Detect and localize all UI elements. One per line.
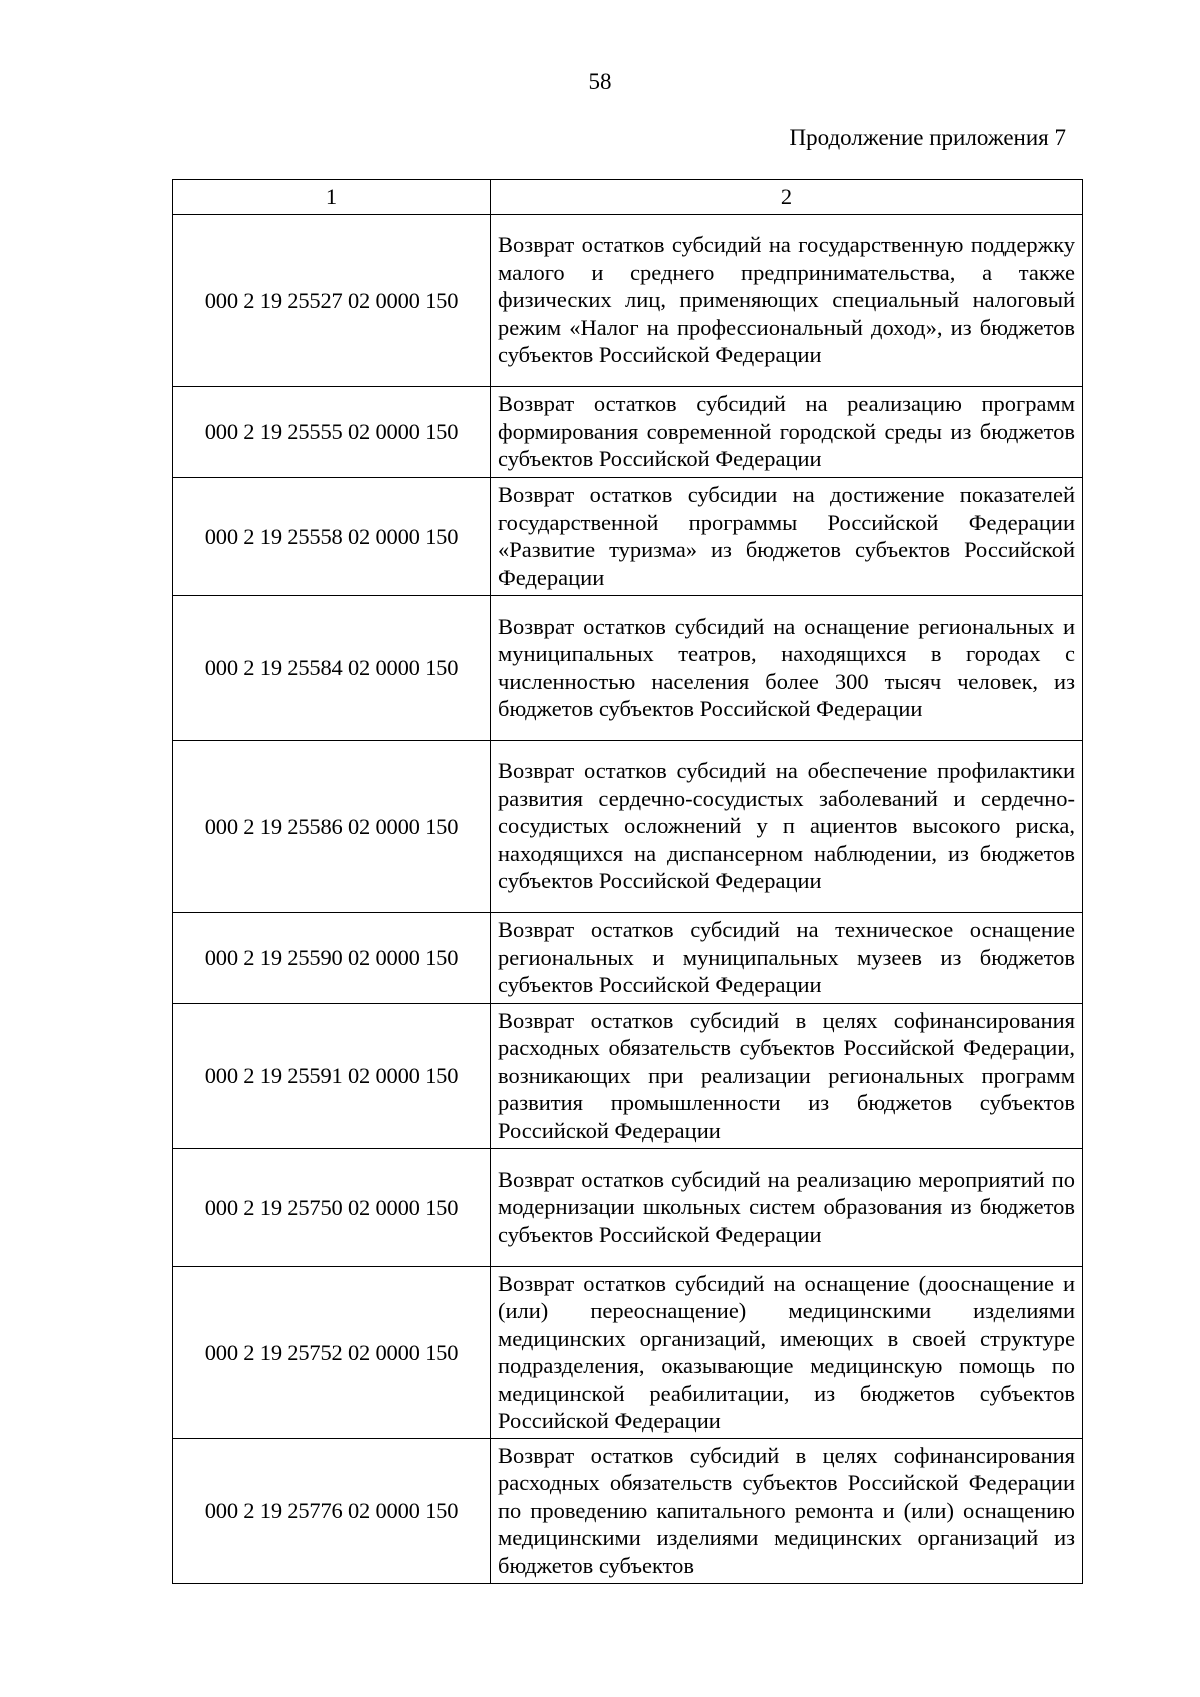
- budget-code: 000 2 19 25558 02 0000 150: [173, 478, 491, 596]
- code-description: Возврат остатков субсидий на государственную поддержку малого и среднего предпринимательства, а также физических лиц, применяющих специальный налоговый режим «Налог на профессиональный доход», из бюджетов субъектов Российской Федерации: [491, 215, 1083, 387]
- code-description: Возврат остатков субсидии на достижение показателей государственной программы Российской Федерации «Развитие туризма» из бюджетов субъектов Российской Федерации: [491, 478, 1083, 596]
- page-number: 58: [588, 69, 612, 94]
- table-header-row: [173, 180, 1083, 215]
- table-row: [173, 1004, 1083, 1149]
- table-row: [173, 1267, 1083, 1439]
- budget-code: 000 2 19 25776 02 0000 150: [173, 1439, 491, 1584]
- code-description: Возврат остатков субсидий на реализацию программ формирования современной городской среды из бюджетов субъектов Российской Федерации: [491, 387, 1083, 478]
- budget-code: 000 2 19 25527 02 0000 150: [173, 215, 491, 387]
- table-row: [173, 596, 1083, 741]
- code-description: Возврат остатков субсидий на техническое оснащение региональных и муниципальных музеев из бюджетов субъектов Российской Федерации: [491, 913, 1083, 1004]
- table-row: [173, 478, 1083, 596]
- budget-code: 000 2 19 25591 02 0000 150: [173, 1004, 491, 1149]
- budget-code: 000 2 19 25586 02 0000 150: [173, 741, 491, 913]
- column-header-code: 1: [173, 180, 491, 215]
- appendix-continuation-label: Продолжение приложения 7: [789, 125, 1066, 150]
- budget-code: 000 2 19 25555 02 0000 150: [173, 387, 491, 478]
- table-row: [173, 1439, 1083, 1584]
- code-description: Возврат остатков субсидий на обеспечение профилактики развития сердечно-сосудистых заболеваний и сердечно-сосудистых осложнений у п ациентов высокого риска, находящихся на диспансерном наблюдении, из бюджетов субъектов Российской Федерации: [491, 741, 1083, 913]
- table-row: [173, 913, 1083, 1004]
- column-header-description: 2: [491, 180, 1083, 215]
- budget-code-table: [172, 179, 1083, 1584]
- table-row: [173, 1149, 1083, 1267]
- code-description: Возврат остатков субсидий на реализацию мероприятий по модернизации школьных систем образования из бюджетов субъектов Российской Федерации: [491, 1149, 1083, 1267]
- budget-code: 000 2 19 25590 02 0000 150: [173, 913, 491, 1004]
- table-row: [173, 741, 1083, 913]
- code-description: Возврат остатков субсидий в целях софинансирования расходных обязательств субъектов Российской Федерации, возникающих при реализации региональных программ развития промышленности из бюджетов субъектов Российской Федерации: [491, 1004, 1083, 1149]
- table-row: [173, 387, 1083, 478]
- budget-code: 000 2 19 25752 02 0000 150: [173, 1267, 491, 1439]
- budget-code: 000 2 19 25584 02 0000 150: [173, 596, 491, 741]
- table-row: [173, 215, 1083, 387]
- code-description: Возврат остатков субсидий на оснащение региональных и муниципальных театров, находящихся в городах с численностью населения более 300 тысяч человек, из бюджетов субъектов Российской Федерации: [491, 596, 1083, 741]
- code-description: Возврат остатков субсидий на оснащение (дооснащение и (или) переоснащение) медицинскими изделиями медицинских организаций, имеющих в своей структуре подразделения, оказывающие медицинскую помощь по медицинской реабилитации, из бюджетов субъектов Российской Федерации: [491, 1267, 1083, 1439]
- budget-code: 000 2 19 25750 02 0000 150: [173, 1149, 491, 1267]
- code-description: Возврат остатков субсидий в целях софинансирования расходных обязательств субъектов Российской Федерации по проведению капитального ремонта и (или) оснащению медицинскими изделиями медицинских организаций из бюджетов субъектов: [491, 1439, 1083, 1584]
